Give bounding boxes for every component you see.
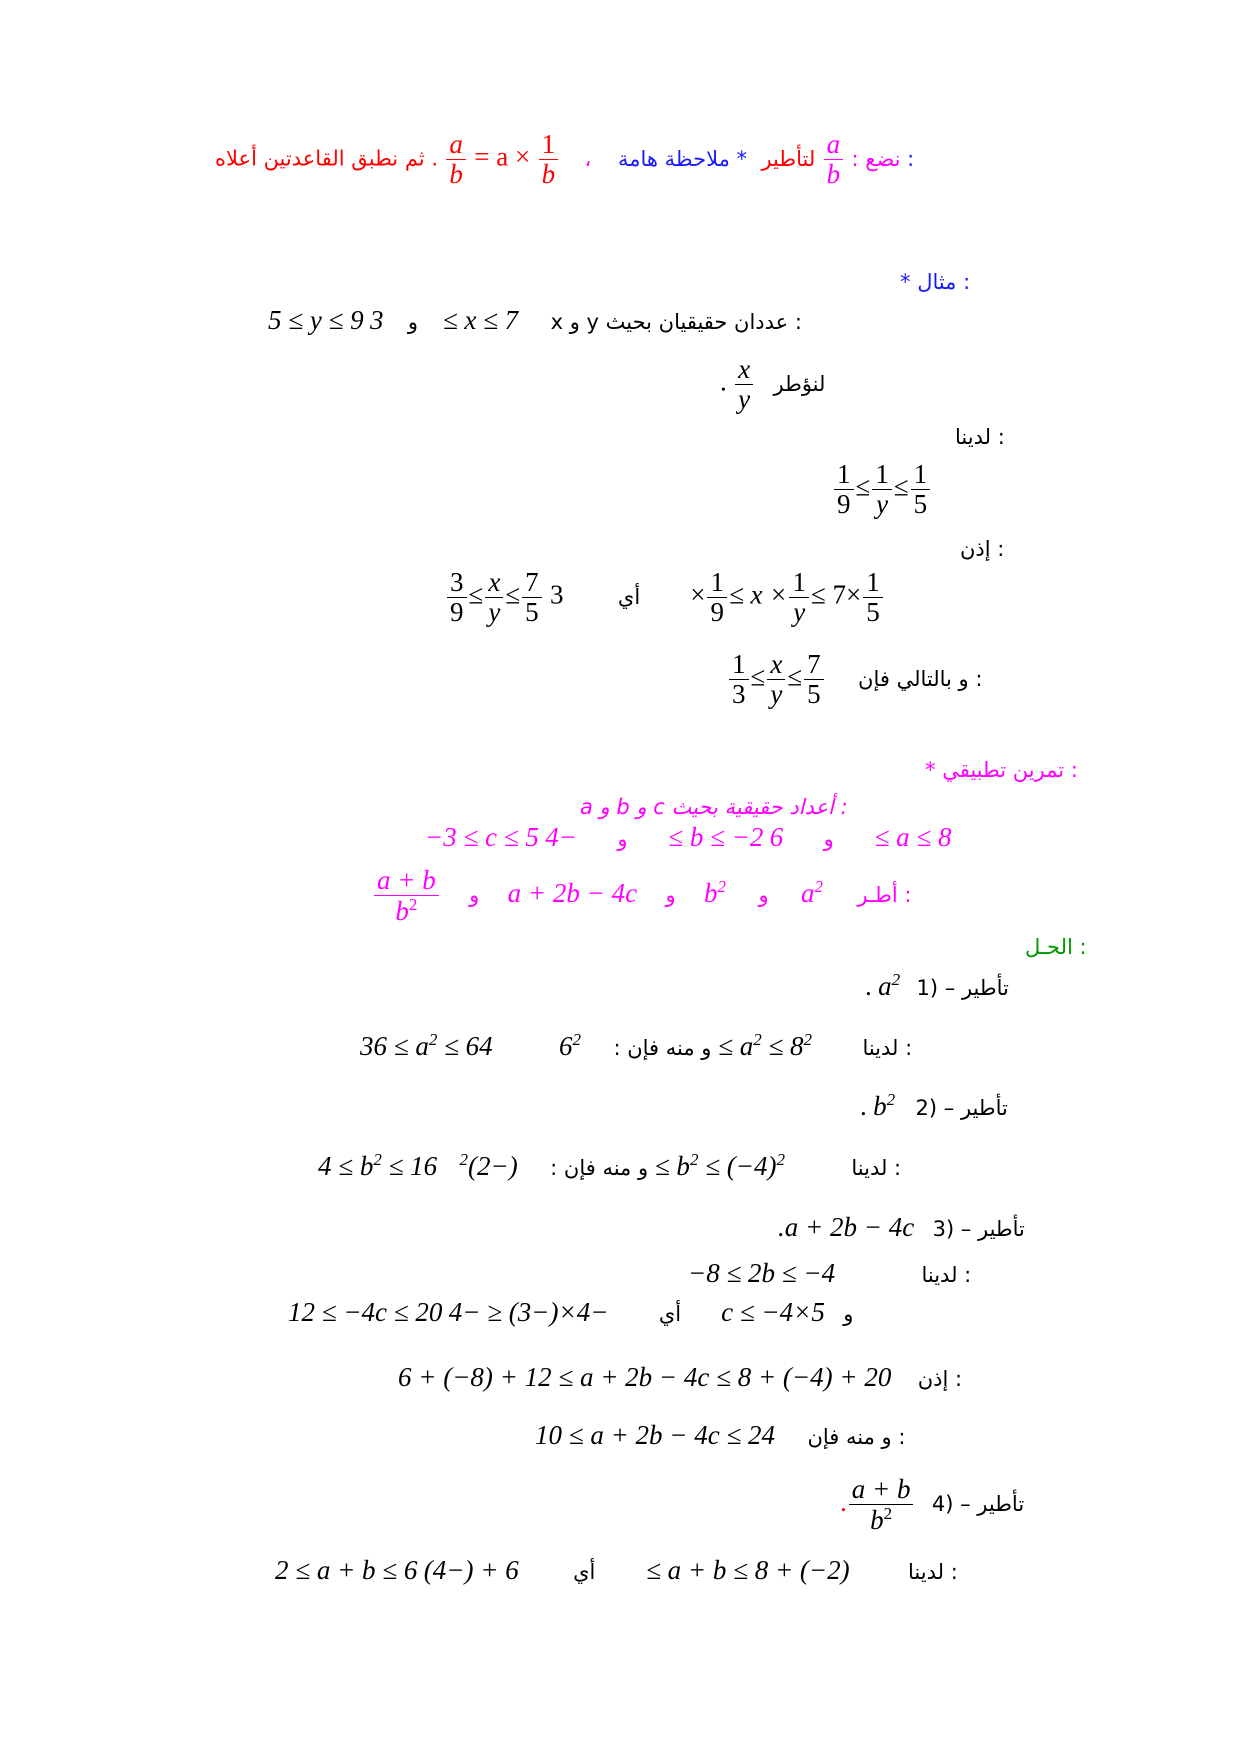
frac-3-9: $\frac{3}{9}$: [447, 568, 467, 627]
note-line: [215, 130, 914, 189]
note-title: * ملاحظة هامة :: [617, 146, 915, 171]
example-conclusion: $\frac{1}{3}$ ≤ $\frac{x}{y}$ ≤ $\frac{7}{5}$ و بالتالي فإن :: [727, 650, 982, 709]
cond-a: 6 ≤ a ≤ 8: [769, 822, 952, 852]
example-line1: [268, 305, 802, 336]
item-lin: a + 2b − 4c: [507, 878, 638, 909]
note-text1: لتأطير: [761, 146, 816, 171]
example-line1-text: x و y عددان حقيقيان بحيث :: [550, 310, 802, 334]
example-title: * مثال :: [900, 270, 971, 294]
example-ineq3-row: $\frac{3}{9}$ ≤ $\frac{x}{y}$ ≤ $\frac{7}{5}$ أي 3× $\frac{1}{9}$ ≤ x × $\frac{1}{y}$ ≤ 7× $\frac{1}{5}$: [445, 568, 885, 627]
note-frac-a-over-b: $\frac{a}{b}$: [824, 130, 844, 189]
s3-line2: 12 ≤ −4c ≤ 20 أي −4×(−3) ≤ −4c ≤ −4×5 و: [288, 1297, 854, 1327]
s4-line1: 2 ≤ a + b ≤ 6 أي 6 + (−4) ≤ a + b ≤ 8 + (−2) لدينا :: [275, 1555, 958, 1585]
example-idhan: إذن :: [960, 537, 1005, 561]
exercise-frame-line: $\frac{a + b}{b^2}$ و a + 2b − 4c و $b^2$ و $a^2$ أطـر :: [372, 866, 911, 926]
note-frac-1-over-b: $\frac{1}{b}$: [539, 130, 559, 189]
solution-title: الحـل :: [1025, 935, 1087, 959]
s1-body: $36 \le a^2 \le 64$ و منه فإن : $6^2 \le a^2 \le 8^2$ لدينا :: [360, 1030, 913, 1061]
example-line2-text: لنؤطر: [773, 371, 826, 396]
frac-x-y: $\frac{x}{y}$: [485, 568, 503, 627]
cond-c: −3 ≤ c ≤ 5: [425, 822, 539, 852]
note-frac-a-over-b-lhs: $\frac{a}{b}$: [446, 130, 466, 189]
exercise-line1: a و b و c أعداد حقيقية بحيث :: [580, 795, 848, 819]
s3-line1: −8 ≤ 2b ≤ −4 لدينا :: [688, 1258, 972, 1288]
s4-header: . $\frac{a + b}{b^2}$ 4) – تأطير: [840, 1474, 1025, 1536]
item-b2: $b^2$: [704, 877, 727, 909]
s1-header: . $a^2$ 1) – تأطير: [865, 970, 1009, 1001]
example-bittali: و بالتالي فإن :: [858, 666, 983, 691]
cond-b: −4 ≤ b ≤ −2: [545, 822, 764, 852]
exercise-title: * تمرين تطبيقي :: [925, 758, 1078, 782]
item-a2: $a^2$: [800, 877, 823, 909]
exercise-conditions: −3 ≤ c ≤ 5 و −4 ≤ b ≤ −2 و 6 ≤ a ≤ 8: [425, 822, 952, 852]
frac-1-9: $\frac{1}{9}$: [834, 460, 854, 519]
example-frac-x-over-y: $\frac{x}{y}$: [735, 355, 753, 414]
example-line2-dot: .: [720, 366, 727, 397]
example-ineq1: $\frac{1}{9}$ ≤ $\frac{1}{y}$ ≤ $\frac{1}{5}$: [832, 460, 932, 519]
example-math-x: 3 ≤ x ≤ 7: [370, 305, 519, 335]
s2-header: . $b^2$ 2) – تأطير: [860, 1090, 1008, 1121]
note-text3: ثم نطبق القاعدتين أعلاه .: [215, 146, 439, 171]
note-text2: ، نضع :: [584, 146, 901, 171]
frac-1-5: $\frac{1}{5}$: [911, 460, 931, 519]
example-math-y: 5 ≤ y ≤ 9: [268, 305, 364, 335]
example-ayy: أي: [617, 584, 641, 609]
s3-line4: 10 ≤ a + 2b − 4c ≤ 24 و منه فإن :: [535, 1420, 906, 1450]
example-and: و: [407, 310, 419, 334]
s4-frac: $\frac{a + b}{b^2}$: [849, 1475, 914, 1535]
note-formula-mid: = a ×: [474, 141, 531, 172]
s2-body: $4 \le b^2 \le 16$ و منه فإن : $(-2)^2 \le b^2 \le (-4)^2$ لدينا :: [318, 1150, 902, 1181]
s3-header: .a + 2b − 4c 3) – تأطير: [778, 1212, 1025, 1242]
frame-label: أطـر :: [857, 883, 912, 908]
frac-7-5: $\frac{7}{5}$: [522, 568, 542, 627]
example-line2: [720, 355, 825, 414]
frac-1-y: $\frac{1}{y}$: [872, 460, 892, 519]
s3-line3: 6 + (−8) + 12 ≤ a + 2b − 4c ≤ 8 + (−4) + 20 إذن :: [398, 1362, 963, 1392]
example-ladina: لدينا :: [955, 425, 1005, 449]
exercise-frac-ab-b2: $\frac{a + b}{b^2}$: [374, 866, 439, 926]
